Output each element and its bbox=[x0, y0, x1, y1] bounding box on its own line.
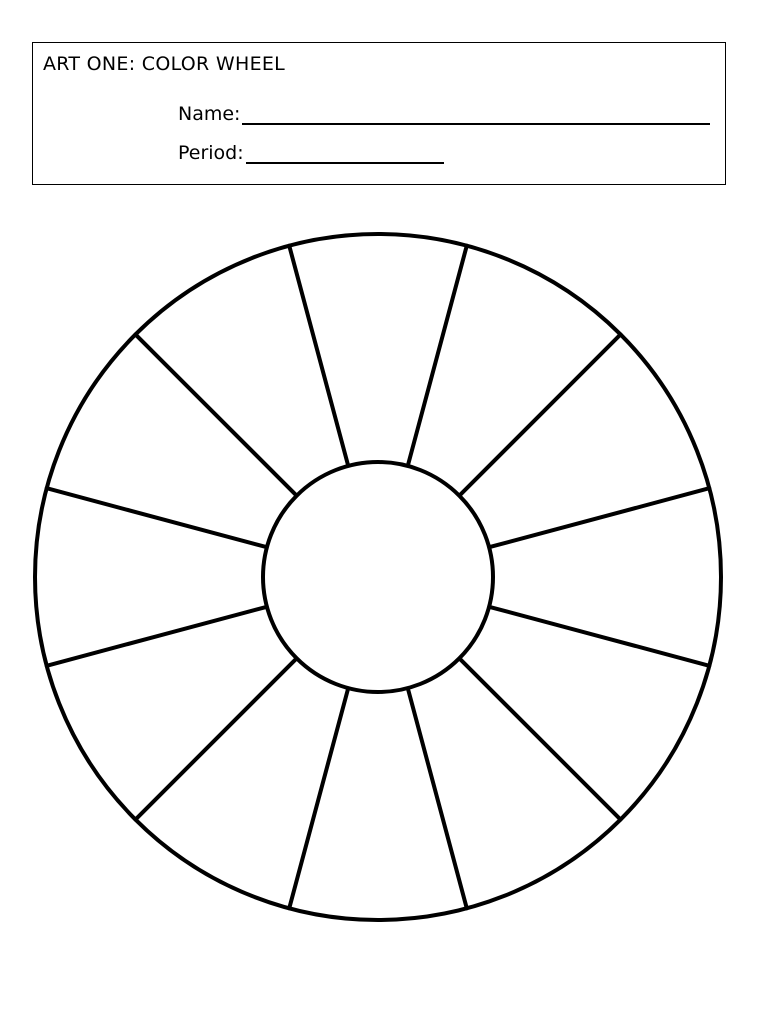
period-label: Period: bbox=[178, 142, 244, 164]
name-label: Name: bbox=[178, 103, 241, 125]
worksheet-title: ART ONE: COLOR WHEEL bbox=[43, 53, 286, 75]
wheel-center-circle[interactable] bbox=[263, 462, 493, 692]
